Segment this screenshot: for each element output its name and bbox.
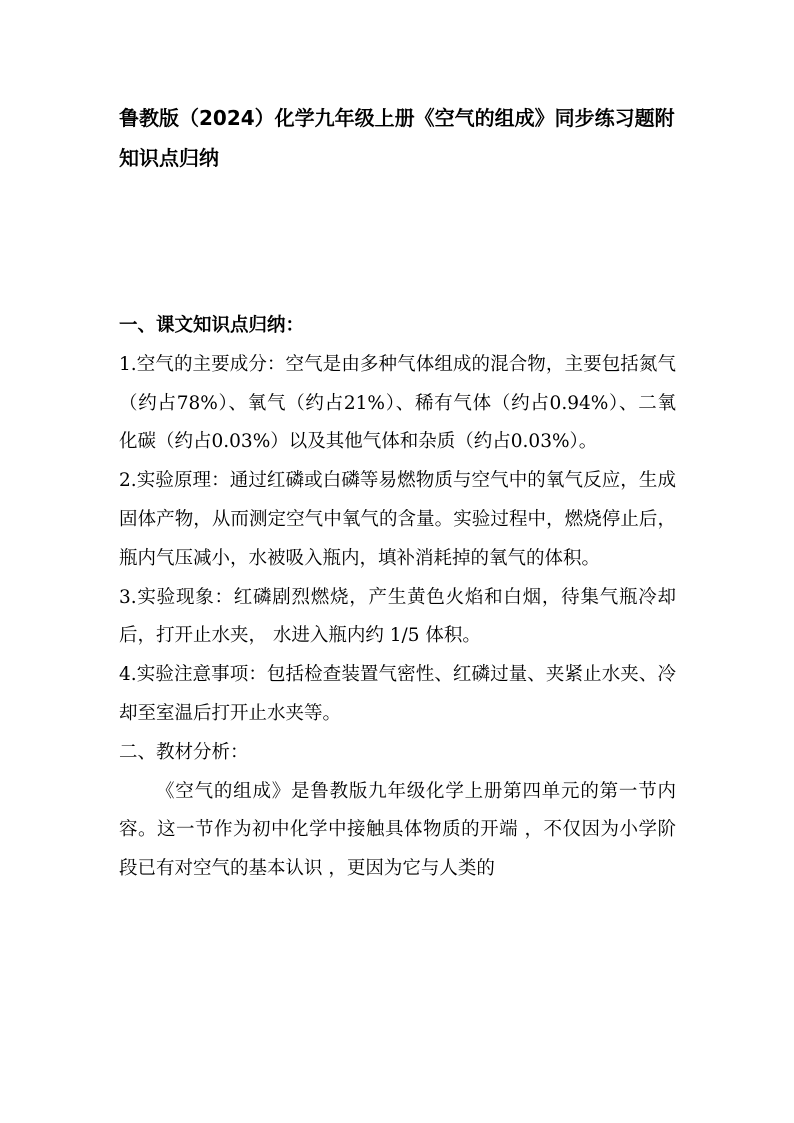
document-title: 鲁教版（2024）化学九年级上册《空气的组成》同步练习题附知识点归纳: [119, 106, 675, 170]
knowledge-item-3: 3.实验现象：红磷剧烈燃烧，产生黄色火焰和白烟，待集气瓶冷却后，打开止水夹， 水进入瓶内约 1/5 体积。: [119, 586, 676, 647]
knowledge-item-2: 2.实验原理：通过红磷或白磷等易燃物质与空气中的氧气反应，生成固体产物，从而测定空气中氧气的含量。实验过程中，燃烧停止后，瓶内气压减小，水被吸入瓶内，填补消耗掉的氧气的体积。: [119, 470, 676, 569]
section-heading-analysis: 二、教材分析：: [119, 741, 249, 763]
document-body: [119, 307, 676, 889]
analysis-paragraph: 《空气的组成》是鲁教版九年级化学上册第四单元的第一节内容。这一节作为初中化学中接触具体物质的开端 ，不仅因为小学阶段已有对空气的基本认识 ，更因为它与人类的: [119, 780, 676, 880]
section-heading-knowledge: 一、课文知识点归纳：: [119, 315, 305, 336]
knowledge-item-1: 1.空气的主要成分：空气是由多种气体组成的混合物，主要包括氮气（约占78%）、氧气（约占21%）、稀有气体（约占0.94%）、二氧化碳（约占0.03%）以及其他气体和杂质（约占0.03%）。: [119, 353, 676, 453]
knowledge-item-4: 4.实验注意事项：包括检查装置气密性、红磷过量、夹紧止水夹、冷却至室温后打开止水夹等。: [119, 664, 676, 724]
